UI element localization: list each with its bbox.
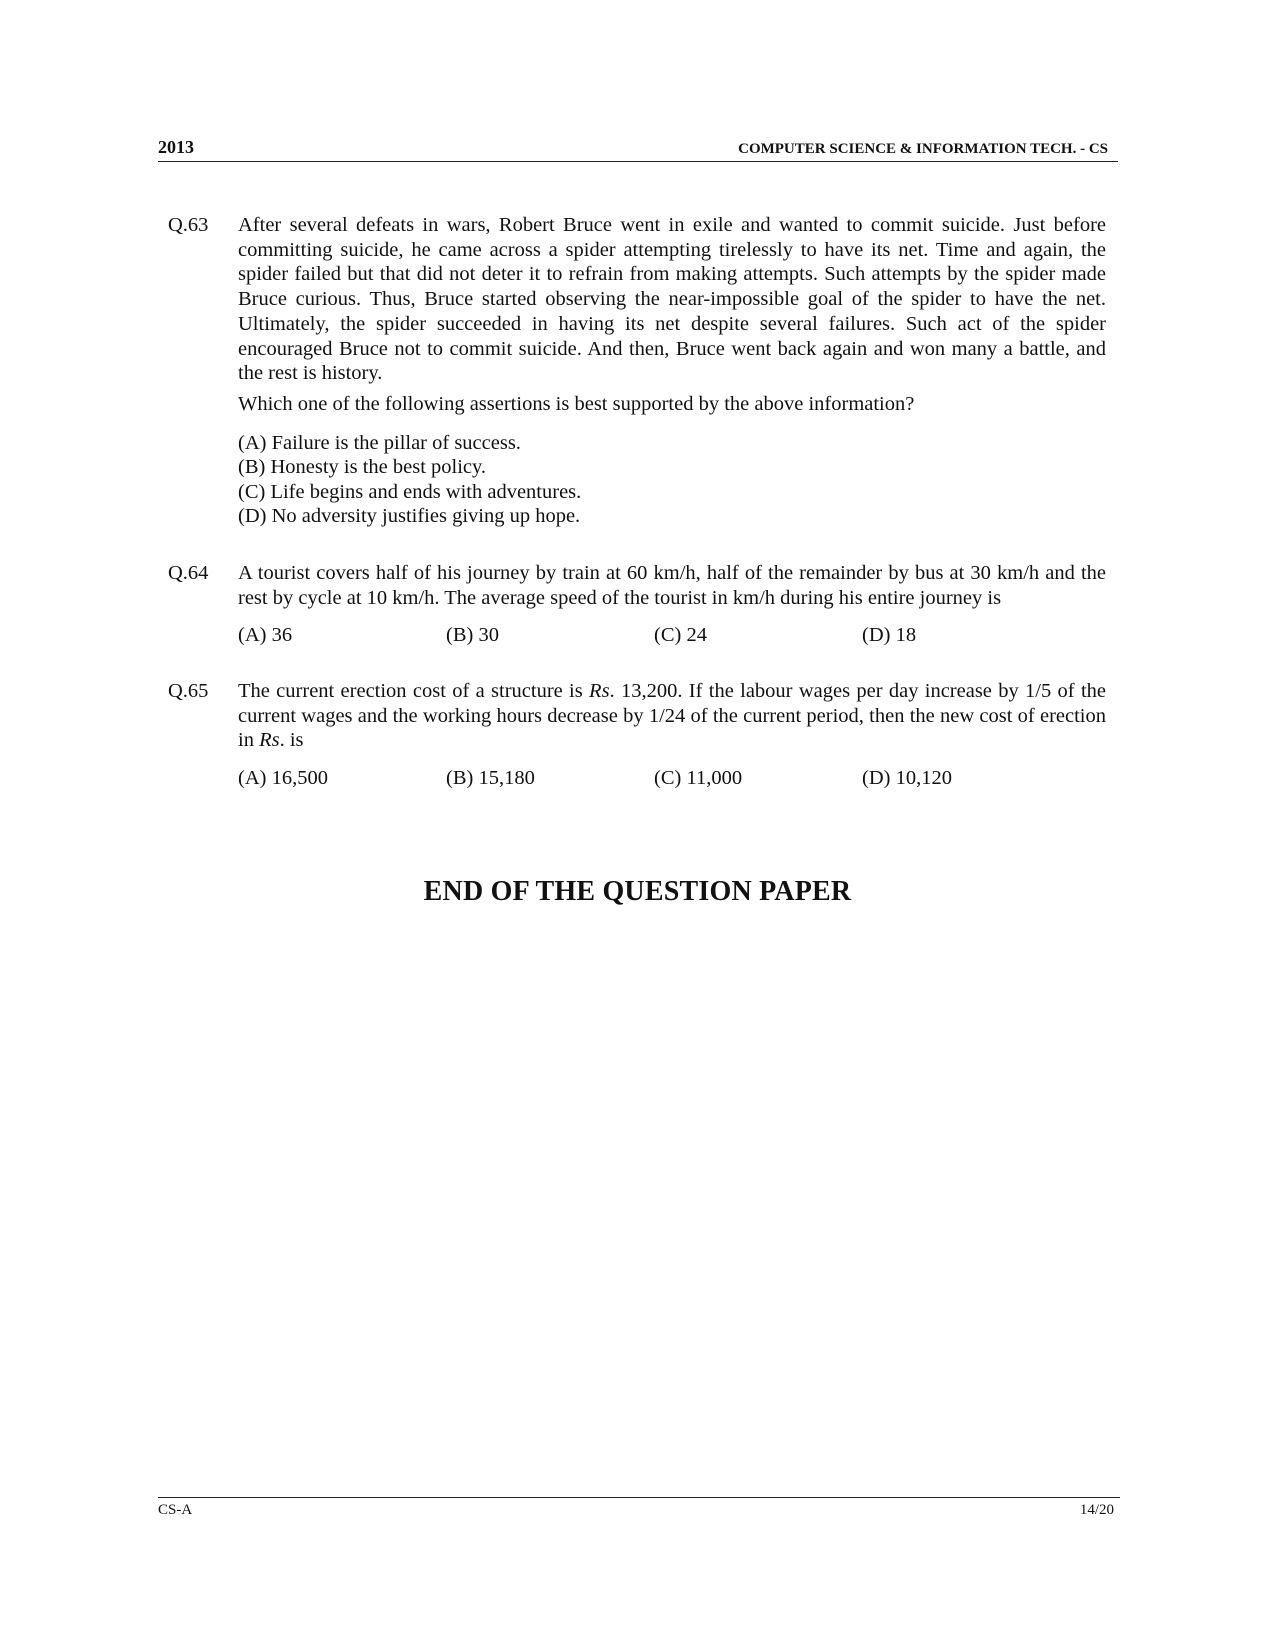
currency-label: Rs <box>259 729 280 752</box>
option-a: (A) 36 <box>238 624 293 647</box>
question-body <box>238 561 1106 648</box>
question-63 <box>168 213 1106 529</box>
option-d: (D) 10,120 <box>862 767 952 790</box>
question-64 <box>168 561 1106 648</box>
question-body <box>238 679 1106 791</box>
page-footer <box>158 1497 1120 1519</box>
question-text-part: The current erection cost of a structure is <box>238 680 590 702</box>
question-number: Q.64 <box>168 562 209 584</box>
page-header <box>158 134 1118 162</box>
option-row <box>238 623 1106 648</box>
option-b: (B) 30 <box>446 624 499 647</box>
option-row <box>238 766 1106 791</box>
header-year: 2013 <box>158 137 194 157</box>
option-d: (D) 18 <box>862 624 917 647</box>
option-a: (A) Failure is the pillar of success. <box>238 431 521 454</box>
question-text-part: . is <box>279 729 304 752</box>
question-number: Q.65 <box>168 680 209 702</box>
currency-label: Rs <box>589 680 610 702</box>
question-text: After several defeats in wars, Robert Bruce went in exile and wanted to commit suicide. Just before committing suicide, he came across a spider attempting tirelessly to have its net. Time and again, the spider failed but that did not deter it to refrain from making attempts. Such attempts by the spider made Bruce curious. Thus, Bruce started observing the near-impossible goal of the spider to have the net. Ultimately, the spider succeeded in having its net despite several failures. Such act of the spider encouraged Bruce not to commit suicide. And then, Bruce went back again and won many a battle, and the rest is history. <box>238 214 1106 385</box>
question-text: A tourist covers half of his journey by train at 60 km/h, half of the remainder by bus at 30 km/h and the rest by cycle at 10 km/h. The average speed of the tourist in km/h during his entire journey is <box>238 562 1106 609</box>
option-b: (B) 15,180 <box>446 767 535 790</box>
option-list <box>238 431 1106 529</box>
footer-page-number: 14/20 <box>1079 1502 1114 1518</box>
question-prompt: Which one of the following assertions is best supported by the above information? <box>238 392 915 415</box>
question-text <box>238 679 1106 753</box>
option-c: (C) 11,000 <box>654 767 743 790</box>
question-number: Q.63 <box>168 214 209 236</box>
footer-code: CS-A <box>158 1502 193 1518</box>
option-d: (D) No adversity justifies giving up hope. <box>238 505 581 528</box>
option-c: (C) 24 <box>654 624 707 647</box>
option-c: (C) Life begins and ends with adventures. <box>238 480 582 503</box>
option-b: (B) Honesty is the best policy. <box>238 456 487 479</box>
option-a: (A) 16,500 <box>238 767 328 790</box>
question-text-part: . 13,200. If the labour wages per day increase by 1/5 of the current wages and the working hours decrease by 1/24 of the current period, then the new cost of erection in <box>238 680 1106 752</box>
end-title: END OF THE QUESTION PAPER <box>423 876 852 907</box>
question-body <box>238 213 1106 529</box>
header-subject: COMPUTER SCIENCE & INFORMATION TECH. - CS <box>738 141 1108 157</box>
question-65 <box>168 679 1106 791</box>
